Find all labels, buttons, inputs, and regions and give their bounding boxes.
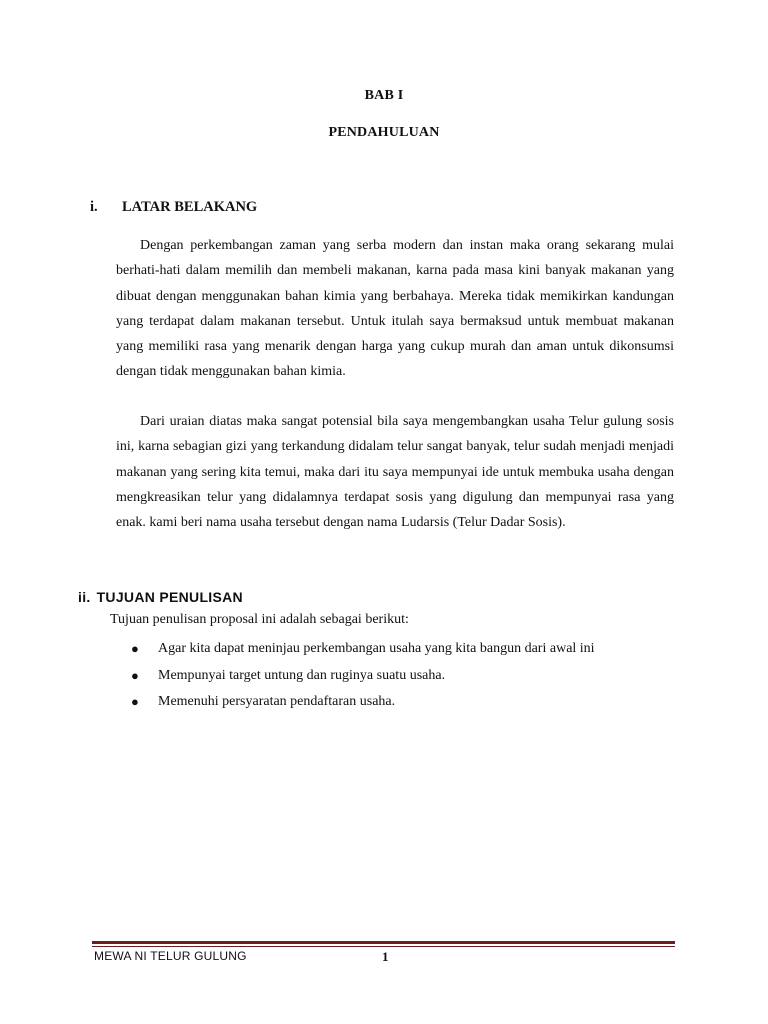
section-heading-tujuan-penulisan [78,589,243,605]
section-heading-latar-belakang [90,199,257,216]
list-item-text: Agar kita dapat meninjau perkembangan usaha yang kita bangun dari awal ini [158,641,595,656]
section-title: TUJUAN PENULISAN [96,589,243,605]
paragraph: Dengan perkembangan zaman yang serba modern dan instan maka orang sekarang mulai berhati-hati dalam memilih dan membeli makanan, karna pada masa kini banyak makanan yang dibuat dengan menggunakan bahan kimia yang berbahaya. Mereka tidak memikirkan kandungan yang terdapat dalam makanan tersebut. Untuk itulah saya bermaksud untuk membuat makanan yang memiliki rasa yang menarik dengan harga yang cukup murah dan aman untuk dikonsumsi dengan tidak menggunakan bahan kimia. [116,238,674,380]
footer-title: MEWA NI TELUR GULUNG [94,949,247,963]
list-item-text: Mempunyai target untung dan ruginya suatu usaha. [158,667,446,683]
section-intro: Tujuan penulisan proposal ini adalah sebagai berikut: [110,612,409,627]
chapter-label: BAB I [364,88,404,103]
paragraph: Dari uraian diatas maka sangat potensial bila saya mengembangkan usaha Telur gulung sosis ini, karna sebagian gizi yang terkandung didalam telur sangat banyak, telur sudah menjadi menjadi makanan yang sering kita temui, maka dari itu saya mempunyai ide untuk membuka usaha dengan mengkreasikan telur yang didalamnya terdapat sosis yang digulung dan mempunyai rasa yang enak. kami beri nama usaha tersebut dengan nama Ludarsis (Telur Dadar Sosis). [116,414,674,531]
bullet-icon: ● [131,694,139,709]
bullet-icon: ● [131,667,139,683]
list-item-text: Memenuhi persyaratan pendaftaran usaha. [158,694,396,709]
chapter-title: PENDAHULUAN [328,125,440,140]
footer-rule-thin [92,946,675,947]
section-title: LATAR BELAKANG [122,199,258,215]
bullet-icon: ● [131,641,139,656]
section-number: ii. [78,589,91,605]
page-number: 1 [382,949,389,964]
footer-rule-thick [92,941,675,944]
section-number: i. [90,199,98,215]
